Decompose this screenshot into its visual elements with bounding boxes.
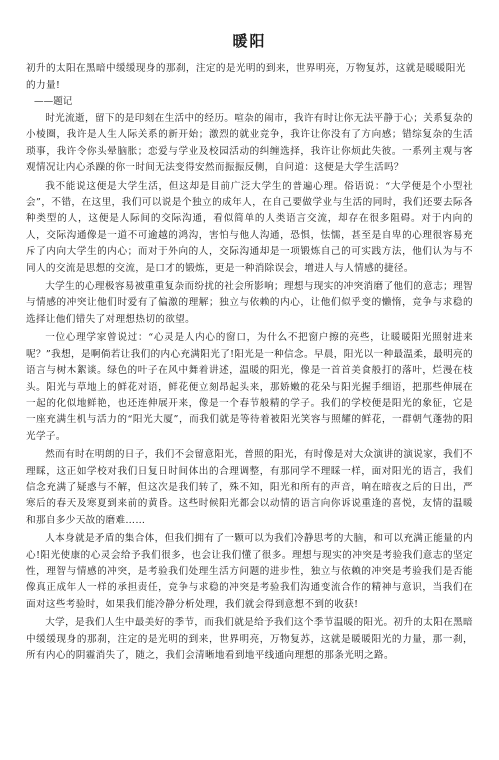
paragraph: 大学，是我们人生中最美好的季节，而我们就是给予我们这个季节温暖的阳光。初升的太阳在黑暗中缓缓现身的那刹，注定的是光明的到来，世界明亮，万物复苏，这就是暖暖阳光的力量，那一刹，所有内心的阴霾消失了，随之，我们会清晰地看到地平线通向理想的那条光明之路。 bbox=[26, 617, 473, 661]
paragraph: 时光流逝，留下的是印刻在生活中的经历。喧杂的闹市，我许有时让你无法平静于心；关系复杂的小棱圈，我许是人生人际关系的新开始；激烈的就业竞争，我许让你没有了方向感；错综复杂的生活琐事，我许令你头晕脑胀；恋爱与学业及校园活动的纠缠选择，我许让你烦此失彼。一系列主观与客观情况让内心杀躁的你一时间无法变得安然而振振反侧，自问道：这便是大学生活吗？ bbox=[26, 113, 473, 174]
paragraph: 大学生的心理极容易被重重复杂而纷扰的社会所影响；理想与现实的冲突消磨了他们的意志；理智与情感的冲突让他们时爱有了偏激的理解；独立与依赖的内心，让他们似乎变的懒惰，竞争与求稳的选择让他们错失了对理想热切的欲望。 bbox=[26, 281, 473, 325]
paragraph: 人本身就是矛盾的集合体，但我们拥有了一颗可以为我们冷静思考的大脑，和可以充满正能量的内心!阳光使康的心灵会给予我们很多，也会让我们懂了很多。理想与现实的冲突是考验我们意志的坚定性，理智与情感的冲突，是考验我们处理生活方问题的进步性，独立与依赖的冲突是考验我们是否能像真正成年人一样的承担责任，竞争与求稳的冲突是考验我们沟通变流合作的精神与意识，当我们在面对这些考验时，如果我们能冷静分析处理，我们就会得到意想不到的收获! bbox=[26, 533, 473, 610]
essay-title: 暖阳 bbox=[232, 32, 267, 50]
paragraph: 然而有时在明朗的日子，我们不会留意阳光，普照的阳光，有时像是对大众演讲的演说家，我们不理睬，这正如学校对我们日复日时间体出的合理调整，有那同学不理睬一样，面对阳光的语言，我们信念充满了疑惑与不解，但这次是我们转了，殊不知，阳光和所有的声音，响在暗夜之后的日出，严寒后的春天及寒夏到来前的黄昏。这些时候阳光都会以动情的语言向你诉说重逢的喜悦，友情的温暖和那自多少天故的磨难…… bbox=[26, 449, 473, 526]
paragraph: 我不能说这便是大学生活，但这却是目前广泛大学生的普遍心理。俗语说：“大学便是个小型社会”，不错，在这里，我们可以说是个独立的成年人，在自己要做学业与生活的同时，我们还要去际各种类型的人，这便是人际间的交际沟通，看似简单的人类语言交流，却存在很多阻碍。对于内向的人，交际沟通像是一道不可逾越的鸿沟，害怕与他人沟通，恐惧，怯懦，甚至是自卑的心理很容易充斥了内向大学生的内心；而对于外向的人，交际沟通却是一项锻炼自己的可实践方法，他们认为与不同人的交流是思想的交流，是口才的锻炼，更是一种消除误会，增进人与人情感的捷径。 bbox=[26, 180, 473, 274]
epigraph-signature: ——题记 bbox=[34, 96, 73, 107]
epigraph: 初升的太阳在黑暗中缓缓现身的那刹，注定的是光明的到来，世界明亮，万物复苏，这就是暖暖阳光的力量! bbox=[26, 63, 466, 91]
paragraph: 一位心理学家曾说过：“心灵是人内心的窗口，为什么不把窗户擦的亮些，让暖暖阳光照射进来呢？”我想，是啊倘若让我们的内心充满阳光了!阳光是一种信念。早晨，阳光以一种最温柔，最明亮的语言与树木絮谈。绿色的叶子在风中舞着讲述，温暖的阳光，像是一首首美食般打的落叶，烂漫在枝头。阳光与草地上的鲜花对语，鲜花便立刻昂起头来，那娇嫩的花朵与阳光握手细语，把那些伸展在一起的化似地鲜艳，也还连伸展开来，像是一个春节般精的学子。我们的学校便是阳光的象征，它是一座充满生机与活力的“阳光大厦”，而我们就是等待着被阳光笑容与照耀的鲜花，一群朝气蓬勃的阳光学子。 bbox=[26, 332, 473, 442]
